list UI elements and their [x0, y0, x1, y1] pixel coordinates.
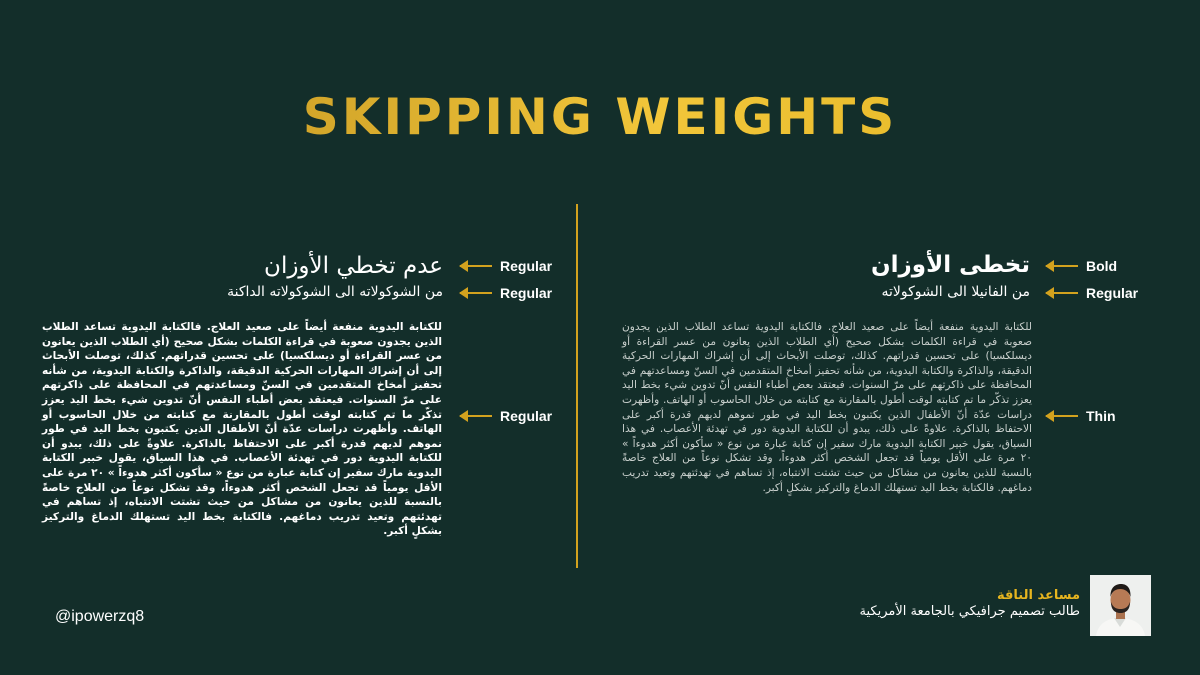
weight-label: Regular — [500, 408, 553, 424]
author-role: طالب تصميم جرافيكي بالجامعة الأمريكية — [859, 604, 1080, 619]
right-heading: تخطى الأوزان — [871, 252, 1030, 278]
arrow-left-icon — [460, 415, 492, 417]
left-paragraph-annotation — [460, 406, 552, 426]
avatar-photo — [1090, 575, 1151, 636]
right-subheading: من الفانيلا الى الشوكولاته — [881, 284, 1030, 300]
weight-label: Bold — [1086, 258, 1118, 274]
page-title: SKIPPING WEIGHTS — [0, 88, 1200, 146]
left-heading-annotation — [460, 256, 552, 276]
weight-label: Regular — [500, 285, 553, 301]
right-paragraph: للكتابة اليدوية منفعة أيضاً على صعيد العلاج. فالكتابة اليدوية تساعد الطلاب الذين يجدون صعوبة في قراءة الكلمات بشكل صحيح (أي الطلاب الذين يعانون من عسر القراءة أو ديسلكسيا) على تحسين قدراتهم. كذلك، توصلت الأبحاث إلى أن إشراك المهارات الحركية الدقيقة، والذاكرة والكتابة اليدوية، من شأنه تحفيز أمخاخ المتقدمين في السنّ ومساعدتهم في المحافظة على ذاكرتهم على مرّ السنوات. فيعتقد بعض أطباء النفس أنّ تدوين شيء بخط اليد يعزز تذكّر ما تم كتابته لوقت أطول بالمقارنة مع كتابته من خلال الحاسوب أو الهاتف. وأظهرت دراسات عدّة أنّ الأطفال الذين يكتبون بخط اليد في طور نموهم لديهم قدرة أكبر على الاحتفاظ بالذاكرة. علاوةً على ذلك، يبدو أن للكتابة اليدوية دور في تهدئة الأعصاب. في هذا السياق، يقول خبير الكتابة اليدوية مارك سفير إن كتابة عبارة من نوع « سأكون أكثر هدوءاً » ٢٠ مرة على الأقل يومياً قد تجعل الشخص أكثر هدوءاً، وقد تشكل نوعاً من العلاج خاصةً بالنسبة للذين يعانون من مشاكل من حيث تشتت الانتباه، إذ تساهم في تهدئتهم وتعيد تدريب دماغهم. فالكتابة بخط اليد تستهلك الدماغ والتركيز بشكلٍ أكبر. — [622, 321, 1032, 494]
left-paragraph: للكتابة اليدوية منفعة أيضاً على صعيد العلاج. فالكتابة اليدوية تساعد الطلاب الذين يجدون صعوبة في قراءة الكلمات بشكل صحيح (أي الطلاب الذين يعانون من عسر القراءة أو ديسلكسيا) على تحسين قدراتهم. كذلك، توصلت الأبحاث إلى أن إشراك المهارات الحركية الدقيقة، والذاكرة والكتابة اليدوية، من شأنه تحفيز أمخاخ المتقدمين في السنّ ومساعدتهم في المحافظة على ذاكرتهم على مرّ السنوات. فيعتقد بعض أطباء النفس أنّ تدوين شيء بخط اليد يعزز تذكّر ما تم كتابته لوقت أطول بالمقارنة مع كتابته من خلال الحاسوب أو الهاتف. وأظهرت دراسات عدّة أنّ الأطفال الذين يكتبون بخط اليد في طور نموهم لديهم قدرة أكبر على الاحتفاظ بالذاكرة. علاوةً على ذلك، يبدو أن للكتابة اليدوية دور في تهدئة الأعصاب. في هذا السياق، يقول خبير الكتابة اليدوية مارك سفير إن كتابة عبارة من نوع « سأكون أكثر هدوءاً » ٢٠ مرة على الأقل يومياً قد تجعل الشخص أكثر هدوءاً، وقد تشكل نوعاً من العلاج خاصةً بالنسبة للذين يعانون من مشاكل من حيث تشتت الانتباه، إذ تساهم في تهدئتهم وتعيد تدريب دماغهم. فالكتابة بخط اليد تستهلك الدماغ والتركيز بشكلٍ أكبر. — [42, 321, 442, 538]
left-heading: عدم تخطي الأوزان — [264, 253, 443, 279]
right-subheading-annotation — [1046, 283, 1138, 303]
center-divider — [576, 204, 578, 568]
arrow-left-icon — [460, 265, 492, 267]
arrow-left-icon — [460, 292, 492, 294]
weight-label: Regular — [500, 258, 553, 274]
arrow-left-icon — [1046, 292, 1078, 294]
social-handle: @ipowerzq8 — [55, 608, 145, 625]
avatar — [1090, 575, 1151, 636]
weight-label: Regular — [1086, 285, 1139, 301]
arrow-left-icon — [1046, 415, 1078, 417]
left-subheading-annotation — [460, 283, 552, 303]
weight-label: Thin — [1086, 408, 1116, 424]
right-heading-annotation — [1046, 256, 1117, 276]
left-subheading: من الشوكولاته الى الشوكولاته الداكنة — [227, 284, 443, 300]
arrow-left-icon — [1046, 265, 1078, 267]
right-paragraph-annotation — [1046, 406, 1116, 426]
author-name: مساعد الناقة — [997, 588, 1080, 603]
